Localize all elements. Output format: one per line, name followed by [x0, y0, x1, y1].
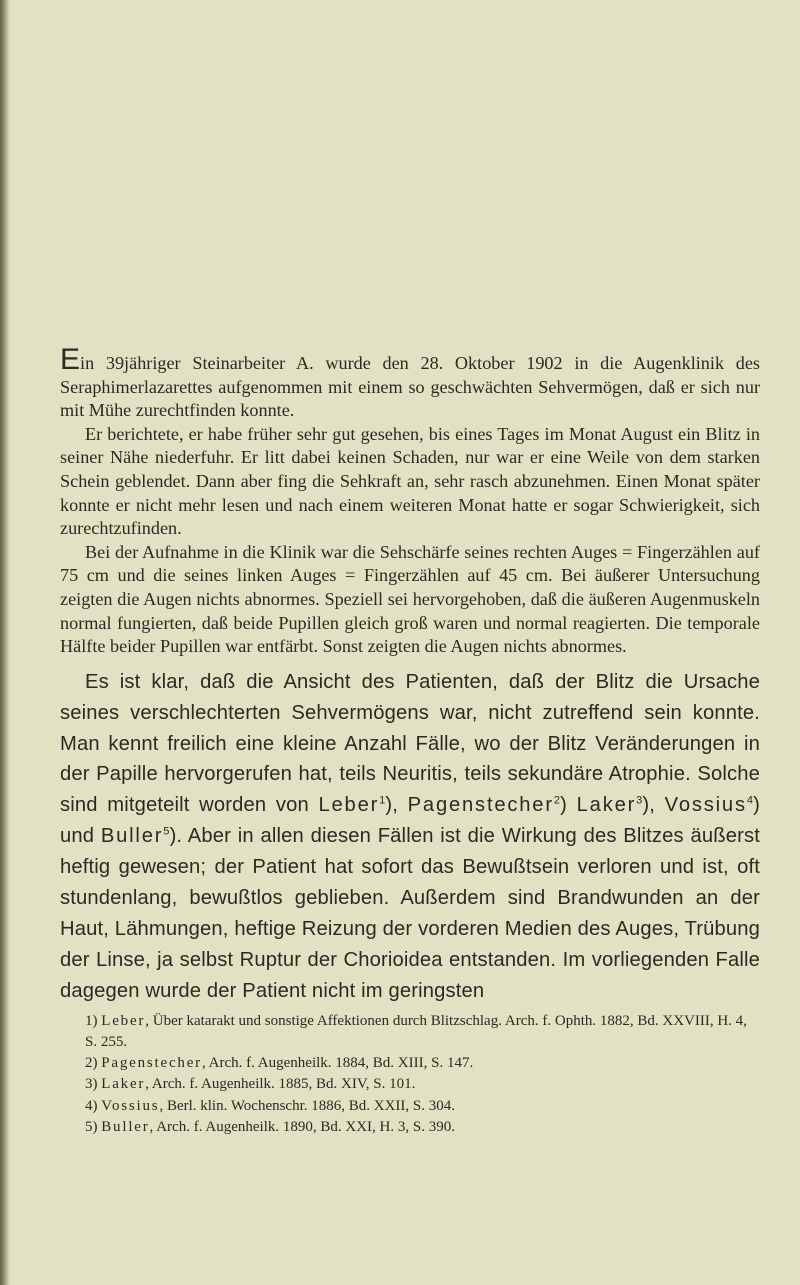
- footnote-author: Leber: [101, 1012, 146, 1029]
- drop-cap: E: [60, 343, 81, 376]
- footnote-3: [60, 1074, 760, 1095]
- page-body: [60, 343, 760, 1138]
- footnote-4: [60, 1096, 760, 1117]
- footnote-5: [60, 1117, 760, 1138]
- author-buller: Buller: [100, 825, 164, 848]
- discussion-text: Es ist klar, daß die Ansicht des Patienten, daß der Blitz die Ursache seines verschlechterten Sehvermögens war, nicht zutreffend sein konnte. Man kennt freilich eine kleine Anzahl Fälle, wo der Blitz Veränderungen in der Papille hervorgerufen hat, teils Neuritis, teils sekundäre Atrophie. Solche sind mitgeteilt worden von: [60, 670, 760, 817]
- footnotes: [60, 1011, 760, 1138]
- footnote-text: , Arch. f. Augenheilk. 1884, Bd. XIII, S. 147.: [201, 1055, 474, 1072]
- discussion-text: ): [560, 794, 577, 817]
- footnote-number: 5): [85, 1118, 98, 1135]
- footnote-ref-1: 1: [379, 794, 386, 807]
- footnote-ref-3: 3: [636, 794, 643, 807]
- discussion-text: ) und: [60, 794, 760, 848]
- footnote-ref-2: 2: [553, 794, 561, 807]
- discussion-paragraph: [60, 667, 760, 1007]
- author-leber: Leber: [318, 794, 380, 817]
- paragraph-3: Bei der Aufnahme in die Klinik war die Sehschärfe seines rechten Auges = Fingerzählen auf 75 cm und die seines linken Auges = Fingerzählen auf 45 cm. Bei äußerer Untersuchung zeigten die Augen nichts abnormes. Speziell sei hervorgehoben, daß die äußeren Augenmuskeln normal fungierten, daß beide Pupillen gleich groß waren und normal reagierten. Die temporale Hälfte beider Pupillen war entfärbt. Sonst zeigten die Augen nichts abnormes.: [60, 541, 760, 657]
- footnote-author: Pagenstecher: [101, 1055, 202, 1072]
- footnote-text: , Über katarakt und sonstige Affektionen durch Blitzschlag. Arch. f. Ophth. 1882, Bd. XXVIII, H. 4, S. 255.: [85, 1012, 747, 1050]
- author-laker: Laker: [576, 794, 637, 817]
- paragraph-2: Er berichtete, er habe früher sehr gut gesehen, bis eines Tages im Monat August ein Blitz in seiner Nähe niederfuhr. Er litt dabei keinen Schaden, nur war er eine Weile von dem starken Schein geblendet. Dann aber fing die Sehkraft an, sehr rasch abzunehmen. Einen Monat später konnte er nicht mehr lesen und nach einem weiteren Monat hatte er sogar Schwierigkeit, sich zurechtzufinden.: [60, 423, 760, 539]
- discussion-text: ),: [385, 794, 408, 817]
- page-binding-edge: [0, 0, 10, 1285]
- discussion-text: ). Aber in allen diesen Fällen ist die Wirkung des Blitzes äußerst heftig gewesen; der Patient hat sofort das Bewußtsein verloren und ist, oft stundenlang, bewußtlos geblieben. Außerdem sind Brandwunden an der Haut, Lähmungen, heftige Reizung der vorderen Medien des Auges, Trübung der Linse, ja selbst Ruptur der Chorioidea entstanden. Im vorliegenden Falle dagegen wurde der Patient nicht im geringsten: [60, 825, 760, 1002]
- footnote-author: Laker: [101, 1076, 146, 1093]
- footnote-ref-4: 4: [746, 794, 754, 807]
- footnote-text: , Berl. klin. Wochenschr. 1886, Bd. XXII, S. 304.: [159, 1097, 456, 1114]
- footnote-author: Vossius: [101, 1097, 160, 1114]
- discussion: [60, 667, 760, 1007]
- footnote-text: , Arch. f. Augenheilk. 1890, Bd. XXI, H. 3, S. 390.: [149, 1118, 455, 1135]
- discussion-text: ),: [642, 794, 665, 817]
- footnote-number: 2): [85, 1055, 98, 1072]
- author-pagenstecher: Pagenstecher: [407, 794, 554, 817]
- footnote-number: 1): [85, 1012, 98, 1029]
- footnote-author: Buller: [101, 1118, 150, 1135]
- footnote-number: 3): [85, 1076, 98, 1093]
- author-vossius: Vossius: [664, 794, 747, 817]
- paragraph-1: [60, 343, 760, 423]
- footnote-2: [60, 1053, 760, 1074]
- case-report: [60, 343, 760, 659]
- footnote-1: [60, 1011, 760, 1053]
- footnote-ref-5: 5: [163, 825, 170, 838]
- footnote-number: 4): [85, 1097, 98, 1114]
- paragraph-1-text: in 39jähriger Steinarbeiter A. wurde den 28. Oktober 1902 in die Augenklinik des Seraphimerlazarettes aufgenommen mit einem so geschwächten Sehvermögen, daß er sich nur mit Mühe zurechtfinden konnte.: [60, 353, 760, 421]
- footnote-text: , Arch. f. Augenheilk. 1885, Bd. XIV, S. 101.: [145, 1076, 416, 1093]
